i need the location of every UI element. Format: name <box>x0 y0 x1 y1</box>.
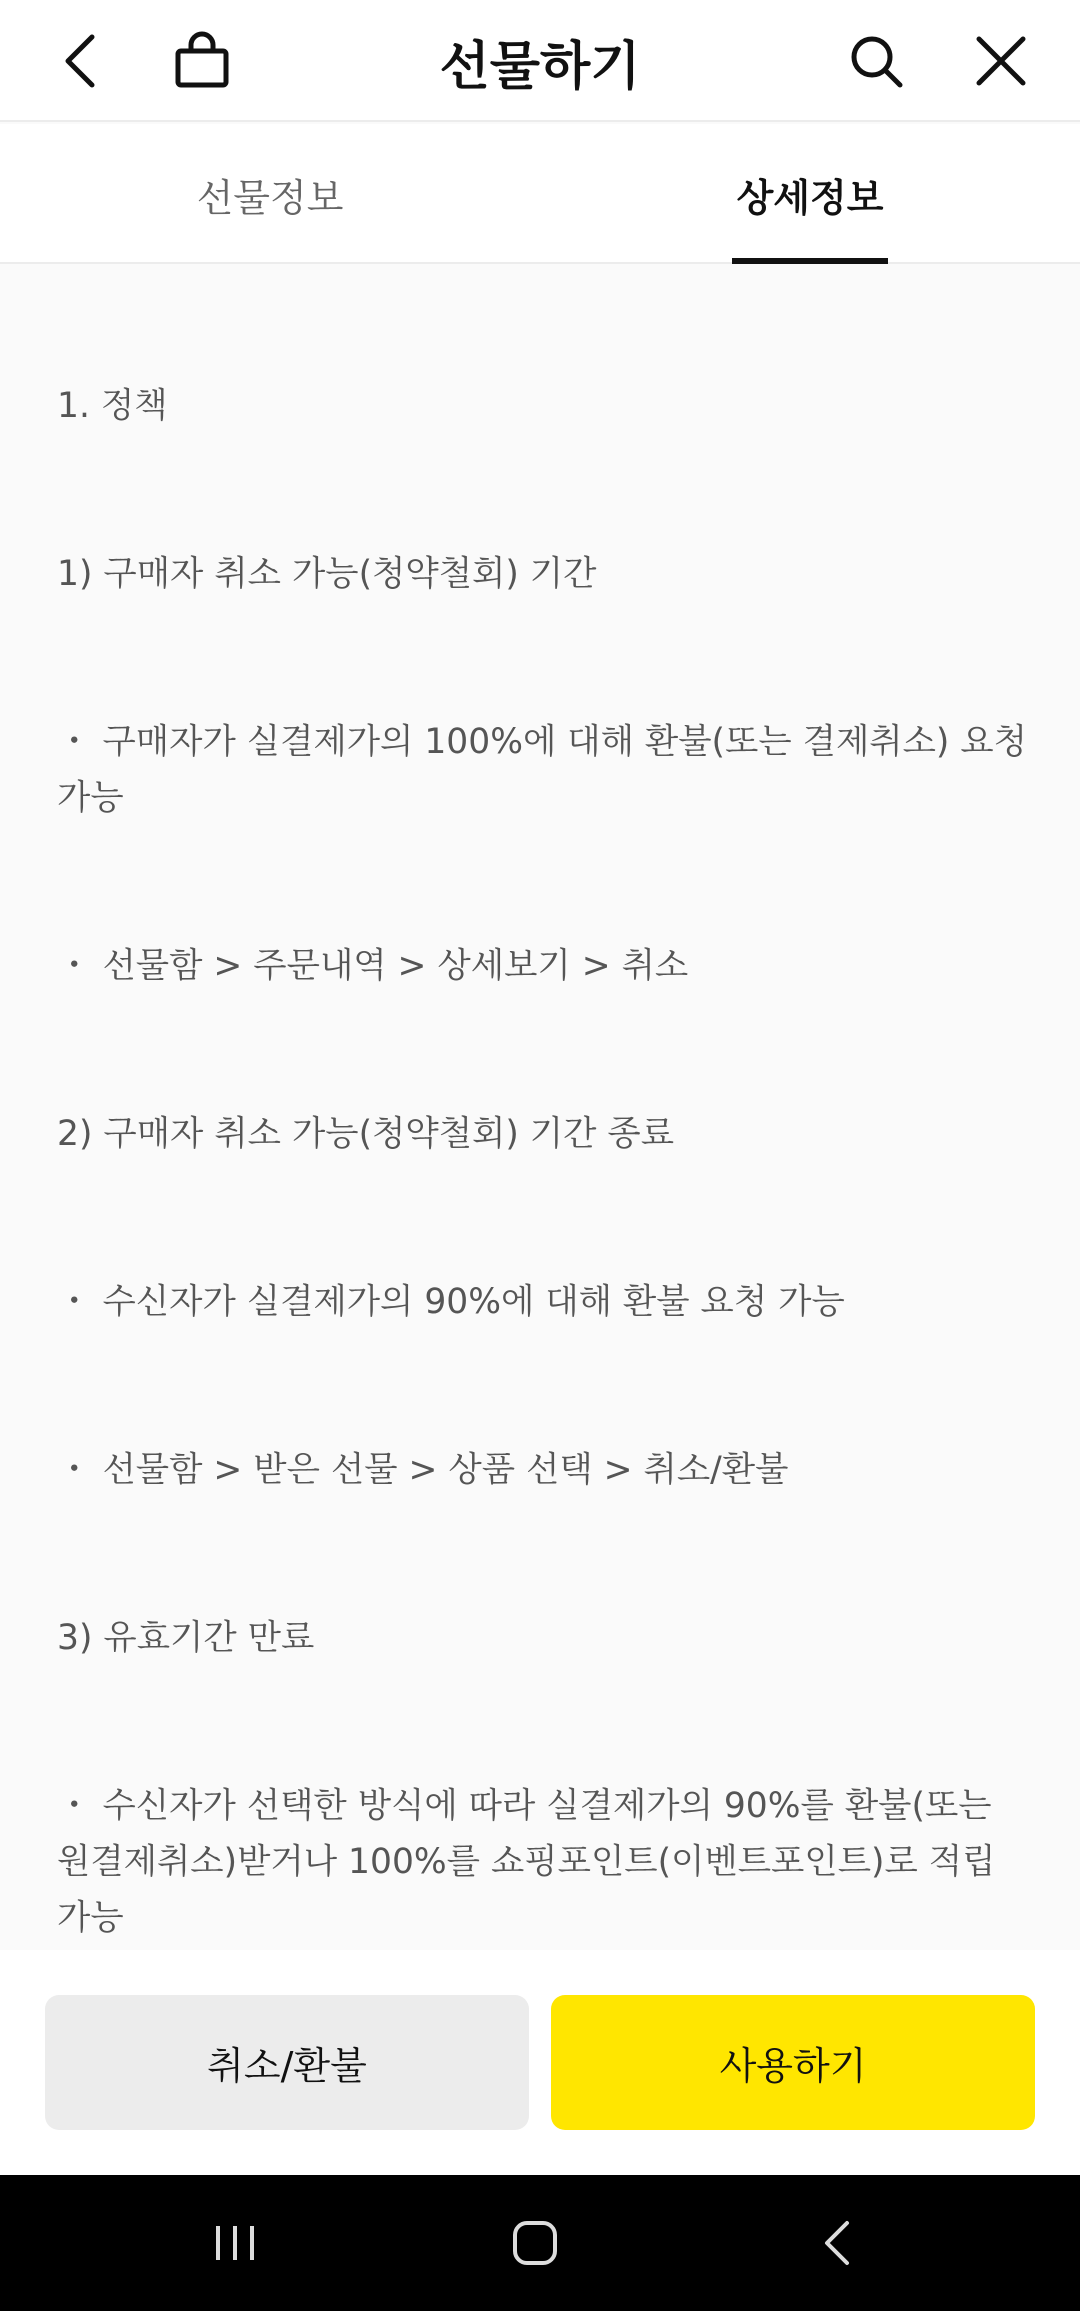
tab-selected-indicator <box>732 258 888 264</box>
content-line: ・ 수신자가 선택한 방식에 따라 실결제가의 90%를 환불(또는 원결제취소)받거나 100%를 쇼핑포인트(이벤트포인트)로 적립 가능 <box>57 1786 1007 1938</box>
content-line: ・ 수신자가 실결제가의 90%에 대해 환불 요청 가능 <box>57 1282 845 1322</box>
tab-detail-info[interactable]: 상세정보 <box>736 175 884 220</box>
policy-content <box>57 266 1027 1950</box>
system-back-icon[interactable] <box>800 2203 880 2283</box>
home-icon[interactable] <box>495 2203 575 2283</box>
content-line: 1) 구매자 취소 가능(청약철회) 기간 <box>57 554 597 594</box>
page-title: 선물하기 <box>439 37 641 97</box>
recent-apps-icon[interactable] <box>195 2203 275 2283</box>
cancel-refund-button[interactable]: 취소/환불 <box>45 1995 529 2130</box>
use-button[interactable]: 사용하기 <box>551 1995 1035 2130</box>
bottom-action-bar <box>0 1950 1080 2175</box>
content-line: 1. 정책 <box>57 386 168 426</box>
content-line: ・ 선물함 > 받은 선물 > 상품 선택 > 취소/환불 <box>57 1450 789 1490</box>
tab-bar <box>0 124 1080 264</box>
content-line: 3) 유효기간 만료 <box>57 1618 315 1658</box>
content-line: ・ 구매자가 실결제가의 100%에 대해 환불(또는 결제취소) 요청 가능 <box>57 722 1027 818</box>
top-app-bar <box>0 0 1080 122</box>
search-icon[interactable] <box>836 21 916 101</box>
tab-gift-info[interactable]: 선물정보 <box>196 175 344 220</box>
content-line: ・ 선물함 > 주문내역 > 상세보기 > 취소 <box>57 946 689 986</box>
close-icon[interactable] <box>961 21 1041 101</box>
system-navigation-bar <box>0 2175 1080 2311</box>
content-line: 2) 구매자 취소 가능(청약철회) 기간 종료 <box>57 1114 675 1154</box>
